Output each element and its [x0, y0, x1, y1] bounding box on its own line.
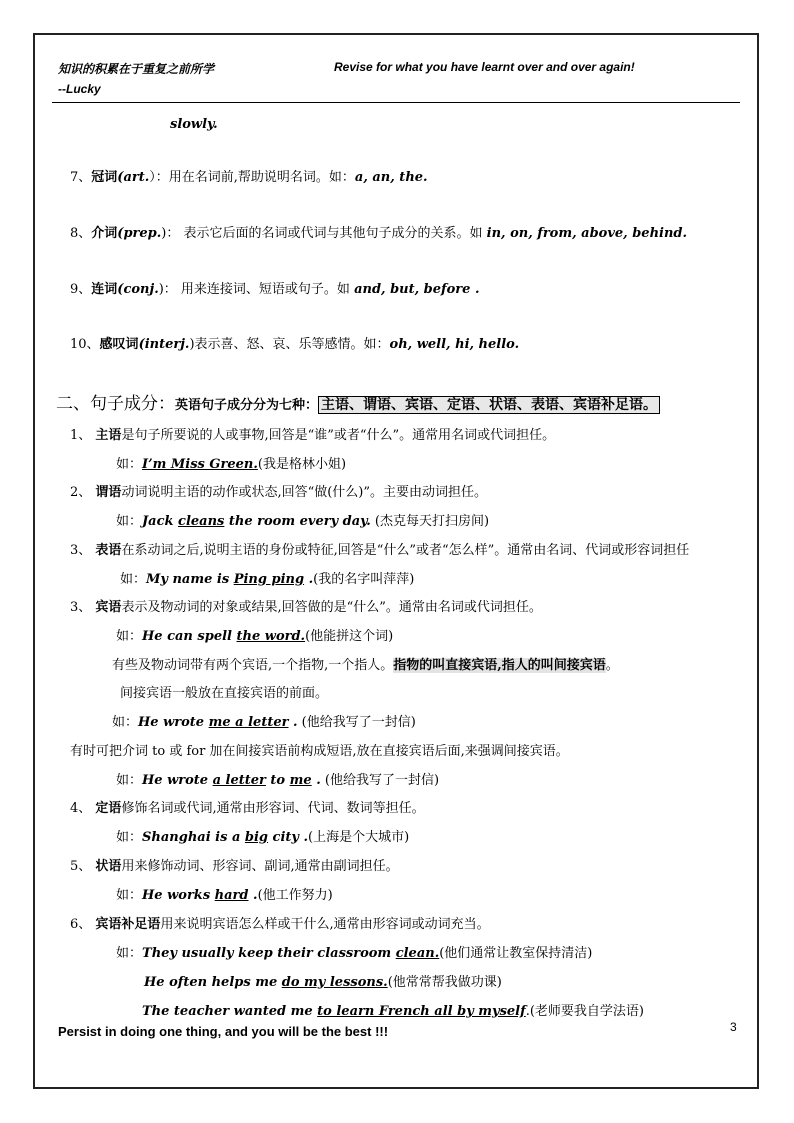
example-english: .: [288, 715, 298, 730]
example-english: the room every day.: [224, 514, 371, 529]
example-attribute: [116, 829, 409, 847]
note-text: 有些及物动词带有两个宾语,一个指物,一个指人。: [112, 658, 394, 673]
example-english: He often helps me: [144, 975, 282, 990]
example-underlined: the word.: [236, 629, 306, 644]
item-complement: [70, 916, 490, 934]
section-title: 二、句子成分：: [56, 394, 175, 414]
item-attribute: [70, 800, 425, 818]
example-adverbial: [116, 887, 333, 905]
item-term: 谓语: [95, 485, 122, 500]
part-example: a, an, the.: [354, 170, 428, 185]
item-num: 4、: [70, 801, 92, 816]
example-predicate: [116, 513, 489, 531]
example-chinese: (他工作努力): [257, 888, 333, 903]
header-chinese-motto: 知识的积累在于重复之前所学: [58, 62, 215, 76]
example-chinese: (我的名字叫萍萍): [313, 572, 415, 587]
example-english: .: [304, 572, 314, 587]
part-desc: )： 表示它后面的名词或代词与其他句子成分的关系。如: [161, 226, 487, 241]
example-prefix: 如：: [116, 830, 143, 845]
item-term: 定语: [95, 801, 122, 816]
example-english: The teacher wanted me: [142, 1004, 318, 1019]
item-desc: 用来修饰动词、形容词、副词,通常由副词担任。: [121, 859, 399, 874]
section-boxed-list: 主语、谓语、宾语、定语、状语、表语、宾语补足语。: [318, 396, 660, 414]
item-desc: 表示及物动词的对象或结果,回答做的是“什么”。通常由名词或代词担任。: [121, 600, 542, 615]
header-divider: [52, 102, 740, 103]
part-term: 连词: [91, 282, 118, 297]
note-text: 。: [605, 658, 619, 673]
example-underlined: do my lessons.: [281, 975, 388, 990]
section-intro: 英语句子成分分为七种：: [175, 398, 319, 413]
part-of-speech-10: [70, 336, 519, 354]
example-underlined: a letter: [230, 715, 289, 730]
note-highlight: 指物的叫直接宾语,指人的叫间接宾语: [393, 658, 606, 673]
item-desc: 用来说明宾语怎么样或干什么,通常由形容词或动词充当。: [160, 917, 490, 932]
example-object-3: [116, 772, 439, 790]
item-num: 3、: [70, 600, 92, 615]
example-prefix: 如：: [116, 773, 143, 788]
example-chinese: (他常常帮我做功课): [387, 975, 502, 990]
item-num: 3、: [70, 543, 92, 558]
example-english: He works: [142, 888, 215, 903]
part-desc: ）：用在名词前,帮助说明名词。如：: [149, 170, 355, 185]
example-english: He can spell: [142, 629, 237, 644]
example-underlined: cleans: [178, 514, 225, 529]
part-desc: )表示喜、怒、哀、乐等感情。如：: [189, 337, 390, 352]
example-english: .: [248, 888, 258, 903]
example-complement-3: [142, 1003, 644, 1021]
part-desc: )： 用来连接词、短语或句子。如: [158, 282, 355, 297]
example-subject: [116, 456, 346, 474]
example-prefix: 如：: [116, 946, 143, 961]
item-term: 状语: [95, 859, 122, 874]
header-author: --Lucky: [58, 82, 101, 96]
part-term: 冠词: [91, 170, 118, 185]
example-prefix: 如：: [120, 572, 147, 587]
example-english: He wrote: [138, 715, 209, 730]
example-english: My name is: [146, 572, 234, 587]
item-term: 表语: [95, 543, 122, 558]
example-english: He wrote: [142, 773, 213, 788]
example-prefix: 如：: [116, 514, 143, 529]
example-underlined: hard: [214, 888, 249, 903]
part-example: oh, well, hi, hello.: [389, 337, 520, 352]
part-example: and, but, before .: [354, 282, 480, 297]
example-chinese: (上海是个大城市): [308, 830, 410, 845]
example-english: .: [311, 773, 321, 788]
example-chinese: (他给我写了一封信): [320, 773, 440, 788]
object-note-2: 间接宾语一般放在直接宾语的前面。: [120, 686, 329, 701]
page-number: 3: [730, 1020, 737, 1034]
part-of-speech-9: [70, 281, 479, 299]
part-of-speech-8: [70, 225, 687, 243]
item-subject: [70, 427, 555, 445]
example-chinese: (他给我写了一封信): [297, 715, 416, 730]
item-desc: 是句子所要说的人或事物,回答是“谁”或者“什么”。通常用名词或代词担任。: [121, 428, 556, 443]
part-term: 介词: [91, 226, 118, 241]
item-predicate: [70, 484, 487, 502]
example-prefix: 如：: [116, 888, 143, 903]
item-term: 宾语: [95, 600, 122, 615]
example-chinese: (杰克每天打扫房间): [370, 514, 490, 529]
example-object-1: [116, 628, 393, 646]
example-underlined: me: [208, 715, 231, 730]
example-chinese: .(老师要我自学法语): [525, 1004, 644, 1019]
example-underlined: big: [244, 830, 269, 845]
item-predicative: [70, 542, 689, 560]
example-complement-1: [116, 945, 592, 963]
item-num: 6、: [70, 917, 92, 932]
section-2-heading: [56, 393, 660, 417]
example-chinese: (他们通常让教室保持清洁): [439, 946, 593, 961]
item-num: 1、: [70, 428, 92, 443]
object-note-3: 有时可把介词 to 或 for 加在间接宾语前构成短语,放在直接宾语后面,来强调间接宾语。: [70, 744, 569, 759]
example-english: city .: [268, 830, 309, 845]
footer-motto: Persist in doing one thing, and you will be the best !!!: [58, 1024, 389, 1039]
item-adverbial: [70, 858, 399, 876]
example-underlined: to learn French all by myself: [317, 1004, 526, 1019]
example-english: Shanghai is a: [142, 830, 245, 845]
part-num: 8、: [70, 226, 92, 241]
example-underlined: me: [289, 773, 312, 788]
part-abbr: (conj.: [117, 282, 159, 297]
example-complement-2: [144, 974, 502, 992]
part-num: 7、: [70, 170, 92, 185]
part-abbr: (prep.: [117, 226, 162, 241]
item-term: 宾语补足语: [95, 917, 161, 932]
example-english: Jack: [142, 514, 179, 529]
part-abbr: (art.: [117, 170, 150, 185]
part-term: 感叹词: [99, 337, 139, 352]
example-underlined: clean.: [395, 946, 440, 961]
example-predicative: [120, 571, 414, 589]
example-prefix: 如：: [116, 629, 143, 644]
item-desc: 修饰名词或代词,通常由形容词、代词、数词等担任。: [121, 801, 425, 816]
header-english-motto: Revise for what you have learnt over and over again!: [334, 60, 635, 74]
example-english: to: [265, 773, 290, 788]
item-desc: 动词说明主语的动作或状态,回答“做(什么)”。主要由动词担任。: [121, 485, 488, 500]
example-chinese: (他能拼这个词): [305, 629, 394, 644]
item-desc: 在系动词之后,说明主语的身份或特征,回答是“什么”或者“怎么样”。通常由名词、代词或形容词担任: [121, 543, 690, 558]
example-underlined: a letter: [212, 773, 266, 788]
example-prefix: 如：: [116, 457, 143, 472]
item-object: [70, 599, 542, 617]
item-term: 主语: [95, 428, 122, 443]
item-num: 2、: [70, 485, 92, 500]
continued-example: slowly.: [170, 117, 218, 132]
object-note-1: [112, 657, 619, 675]
example-underlined: Ping ping: [233, 572, 305, 587]
part-of-speech-7: [70, 169, 428, 187]
example-object-2: [112, 714, 416, 732]
example-chinese: (我是格林小姐): [257, 457, 347, 472]
example-english: I’m Miss Green.: [142, 457, 258, 472]
part-abbr: (interj.: [138, 337, 190, 352]
item-num: 5、: [70, 859, 92, 874]
example-prefix: 如：: [112, 715, 139, 730]
example-english: They usually keep their classroom: [142, 946, 396, 961]
part-num: 10、: [70, 337, 100, 352]
part-num: 9、: [70, 282, 92, 297]
part-example: in, on, from, above, behind.: [486, 226, 688, 241]
